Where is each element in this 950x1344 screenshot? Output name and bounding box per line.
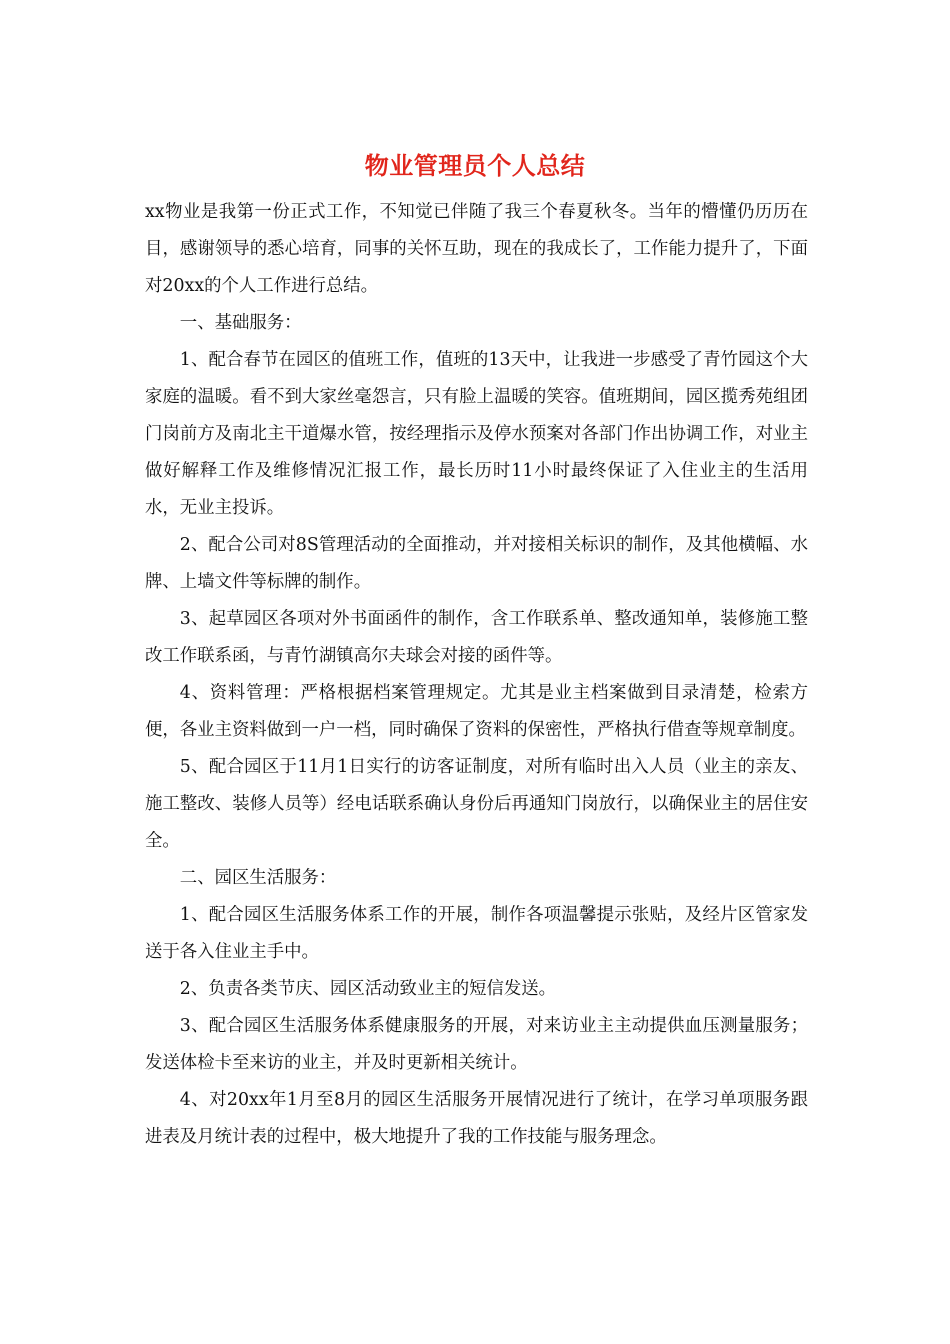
document-body <box>145 194 808 1156</box>
life-service-item-1: 1、配合园区生活服务体系工作的开展，制作各项温馨提示张贴，及经片区管家发送于各入住业主手中。 <box>145 905 808 962</box>
section-heading-basic-services: 一、基础服务： <box>179 313 302 333</box>
basic-service-item-1: 1、配合春节在园区的值班工作，值班的13天中，让我进一步感受了青竹园这个大家庭的温暖。看不到大家丝毫怨言，只有脸上温暖的笑容。值班期间，园区揽秀苑组团门岗前方及南北主干道爆水管，按经理指示及停水预案对各部门作出协调工作，对业主做好解释工作及维修情况汇报工作，最长历时11小时最终保证了入住业主的生活用水，无业主投诉。 <box>145 350 808 518</box>
document-title: 物业管理员个人总结 <box>364 151 586 180</box>
basic-service-item-5: 5、配合园区于11月1日实行的访客证制度，对所有临时出入人员（业主的亲友、施工整改、装修人员等）经电话联系确认身份后再通知门岗放行，以确保业主的居住安全。 <box>145 757 808 851</box>
intro-paragraph: xx物业是我第一份正式工作，不知觉已伴随了我三个春夏秋冬。当年的懵懂仍历历在目，感谢领导的悉心培育，同事的关怀互助，现在的我成长了，工作能力提升了，下面对20xx的个人工作进行总结。 <box>145 202 808 296</box>
life-service-item-2: 2、负责各类节庆、园区活动致业主的短信发送。 <box>179 979 557 999</box>
basic-service-item-4: 4、资料管理：严格根据档案管理规定。尤其是业主档案做到目录清楚，检索方便，各业主资料做到一户一档，同时确保了资料的保密性，严格执行借查等规章制度。 <box>145 683 808 740</box>
life-service-item-3: 3、配合园区生活服务体系健康服务的开展，对来访业主主动提供血压测量服务；发送体检卡至来访的业主，并及时更新相关统计。 <box>145 1016 808 1073</box>
section-heading-life-services: 二、园区生活服务： <box>179 868 337 888</box>
basic-service-item-2: 2、配合公司对8S管理活动的全面推动，并对接相关标识的制作，及其他横幅、水牌、上墙文件等标牌的制作。 <box>145 535 808 592</box>
basic-service-item-3: 3、起草园区各项对外书面函件的制作，含工作联系单、整改通知单，装修施工整改工作联系函，与青竹湖镇高尔夫球会对接的函件等。 <box>145 609 808 666</box>
life-service-item-4: 4、对20xx年1月至8月的园区生活服务开展情况进行了统计，在学习单项服务跟进表及月统计表的过程中，极大地提升了我的工作技能与服务理念。 <box>145 1090 808 1147</box>
